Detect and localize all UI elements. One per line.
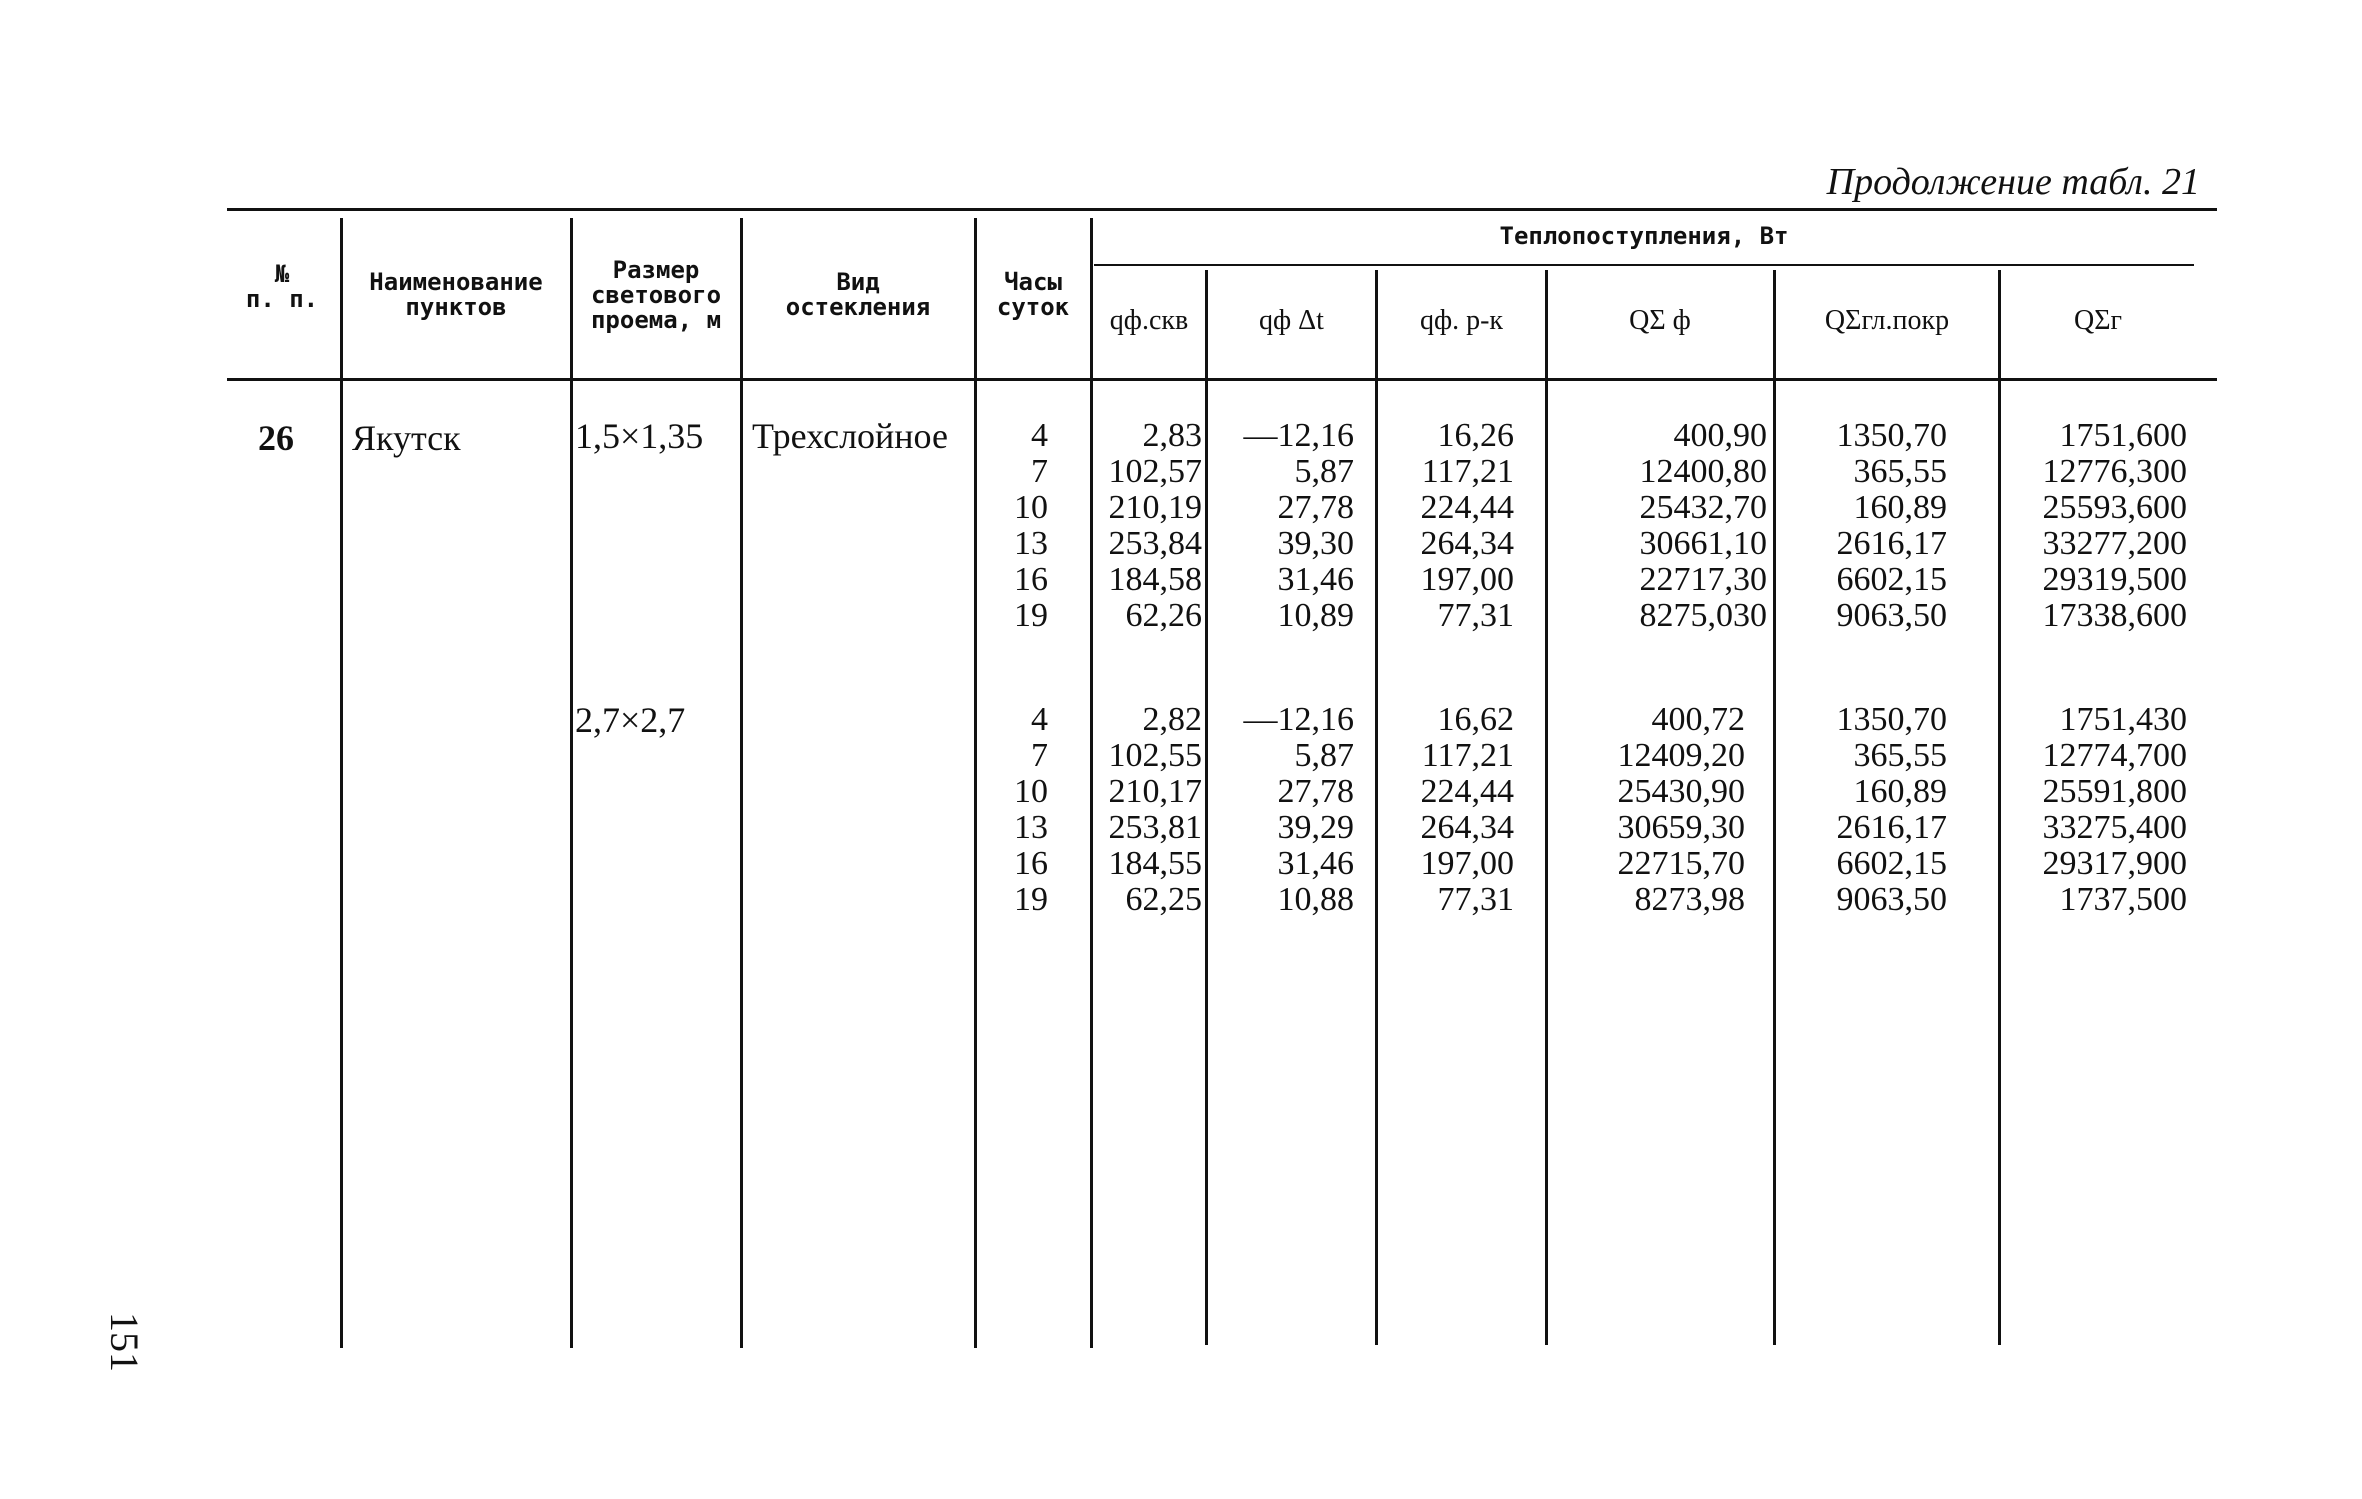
- table-cell: 25432,70: [1639, 489, 1767, 526]
- Q-sum-g-column: [2002, 702, 2187, 918]
- table-cell: 264,34: [1420, 809, 1514, 846]
- opening-size: 1,5×1,35: [575, 416, 704, 456]
- table-cell: 1737,500: [2059, 881, 2187, 918]
- header-number: [227, 262, 337, 312]
- table-cell: 31,46: [1277, 561, 1354, 598]
- col-divider: [1998, 270, 2001, 1345]
- header-name: [344, 270, 568, 320]
- table-cell: 19: [1014, 881, 1048, 918]
- table-cell: 1350,70: [1836, 701, 1947, 738]
- table-cell: 10: [1014, 489, 1048, 526]
- table-cell: 31,46: [1277, 845, 1354, 882]
- table-cell: 12774,700: [2042, 737, 2187, 774]
- table-cell: 184,55: [1108, 845, 1202, 882]
- table-cell: 2616,17: [1836, 809, 1947, 846]
- q-skv-column: [1094, 702, 1202, 918]
- table-cell: 365,55: [1853, 737, 1947, 774]
- glazing-type: Трехслойное: [752, 416, 948, 456]
- table-cell: 253,81: [1108, 809, 1202, 846]
- table-cell: 10,88: [1277, 881, 1354, 918]
- table-cell: 8275,030: [1639, 597, 1767, 634]
- table-cell: 2,82: [1142, 701, 1202, 738]
- col-divider: [1545, 270, 1548, 1345]
- table-cell: 12400,80: [1639, 453, 1767, 490]
- col-divider: [340, 218, 343, 1348]
- table-cell: 16,62: [1437, 701, 1514, 738]
- table-cell: 1751,600: [2059, 417, 2187, 454]
- table-cell: 77,31: [1437, 597, 1514, 634]
- header-text: светового: [590, 281, 722, 309]
- table-cell: —12,16: [1243, 417, 1354, 454]
- header-q-dt: qф Δt: [1259, 305, 1324, 336]
- table-cell: 29317,900: [2042, 845, 2187, 882]
- col-divider: [1090, 218, 1093, 1348]
- table-cell: 25593,600: [2042, 489, 2187, 526]
- table-cell: 102,55: [1108, 737, 1202, 774]
- header-q-skv: qф.скв: [1109, 305, 1189, 336]
- table-cell: 160,89: [1853, 773, 1947, 810]
- table-cell: 2616,17: [1836, 525, 1947, 562]
- table-cell: 2,83: [1142, 417, 1202, 454]
- opening-size: 2,7×2,7: [575, 700, 686, 740]
- table-cell: 30659,30: [1617, 809, 1745, 846]
- header-text: Вид: [836, 268, 880, 296]
- header-text: пунктов: [405, 293, 507, 321]
- table-top-rule: [227, 208, 2217, 211]
- table-cell: 39,29: [1277, 809, 1354, 846]
- row-number: 26: [258, 418, 294, 458]
- header-text: суток: [996, 293, 1070, 321]
- table-cell: 197,00: [1420, 561, 1514, 598]
- Q-sum-g-column: [2002, 418, 2187, 634]
- table-cell: 30661,10: [1639, 525, 1767, 562]
- header-text: п. п.: [245, 285, 319, 313]
- table-cell: 22717,30: [1639, 561, 1767, 598]
- table-cell: 7: [1031, 737, 1048, 774]
- table-cell: 264,34: [1420, 525, 1514, 562]
- Q-sum-f-column: [1549, 418, 1767, 634]
- col-divider: [1773, 270, 1776, 1345]
- header-text: Часы: [1004, 268, 1062, 296]
- header-heat-group: Теплопоступления, Вт: [1499, 222, 1789, 250]
- table-cell: 224,44: [1420, 489, 1514, 526]
- table-cell: 117,21: [1421, 737, 1514, 774]
- table-cell: 160,89: [1853, 489, 1947, 526]
- hours-column: [978, 702, 1048, 918]
- table-cell: 9063,50: [1836, 881, 1947, 918]
- col-divider: [1205, 270, 1208, 1345]
- table-cell: —12,16: [1243, 701, 1354, 738]
- city-name: Якутск: [352, 418, 461, 458]
- table-cell: 27,78: [1277, 489, 1354, 526]
- table-cell: 12776,300: [2042, 453, 2187, 490]
- table-cell: 197,00: [1420, 845, 1514, 882]
- Q-sum-pokr-column: [1777, 418, 1947, 634]
- Q-sum-pokr-column: [1777, 702, 1947, 918]
- col-divider: [1375, 270, 1378, 1345]
- q-dt-column: [1209, 418, 1354, 634]
- table-cell: 77,31: [1437, 881, 1514, 918]
- table-cell: 7: [1031, 453, 1048, 490]
- q-rk-column: [1379, 418, 1514, 634]
- table-cell: 9063,50: [1836, 597, 1947, 634]
- table-cell: 400,90: [1673, 417, 1767, 454]
- table-cell: 12409,20: [1617, 737, 1745, 774]
- table-cell: 5,87: [1294, 737, 1354, 774]
- header-Q-sum-g: QΣг: [2073, 305, 2122, 336]
- table-cell: 224,44: [1420, 773, 1514, 810]
- header-hours: [978, 270, 1088, 320]
- table-cell: 1751,430: [2059, 701, 2187, 738]
- table-cell: 13: [1014, 809, 1048, 846]
- table-cell: 10: [1014, 773, 1048, 810]
- table-cell: 25430,90: [1617, 773, 1745, 810]
- hours-column: [978, 418, 1048, 634]
- header-text: проема, м: [590, 306, 722, 334]
- table-cell: 17338,600: [2042, 597, 2187, 634]
- col-divider: [570, 218, 573, 1348]
- heat-group-rule: [1094, 264, 2194, 266]
- header-Q-sum-pokr: QΣгл.покр: [1824, 305, 1950, 336]
- table-cell: 33277,200: [2042, 525, 2187, 562]
- table-cell: 29319,500: [2042, 561, 2187, 598]
- table-cell: 8273,98: [1634, 881, 1745, 918]
- table-cell: 62,26: [1125, 597, 1202, 634]
- table-cell: 210,17: [1108, 773, 1202, 810]
- table-cell: 27,78: [1277, 773, 1354, 810]
- table-cell: 4: [1031, 417, 1048, 454]
- header-glazing: [744, 270, 972, 320]
- q-dt-column: [1209, 702, 1354, 918]
- table-cell: 4: [1031, 701, 1048, 738]
- header-text: Размер: [612, 256, 700, 284]
- header-text: Наименование: [369, 268, 543, 296]
- table-caption: Продолжение табл. 21: [1826, 161, 2200, 203]
- table-cell: 184,58: [1108, 561, 1202, 598]
- table-cell: 253,84: [1108, 525, 1202, 562]
- col-divider: [740, 218, 743, 1348]
- table-cell: 102,57: [1108, 453, 1202, 490]
- table-cell: 62,25: [1125, 881, 1202, 918]
- table-cell: 6602,15: [1836, 561, 1947, 598]
- table-cell: 1350,70: [1836, 417, 1947, 454]
- header-text: №: [274, 260, 290, 288]
- header-q-rk: qф. р-к: [1419, 305, 1504, 336]
- table-cell: 22715,70: [1617, 845, 1745, 882]
- table-cell: 19: [1014, 597, 1048, 634]
- table-cell: 16,26: [1437, 417, 1514, 454]
- table-cell: 16: [1014, 845, 1048, 882]
- header-size: [574, 258, 738, 333]
- table-cell: 39,30: [1277, 525, 1354, 562]
- table-cell: 33275,400: [2042, 809, 2187, 846]
- table-cell: 6602,15: [1836, 845, 1947, 882]
- table-cell: 400,72: [1651, 701, 1745, 738]
- page-number: 151: [102, 1312, 147, 1372]
- table-cell: 10,89: [1277, 597, 1354, 634]
- table-cell: 16: [1014, 561, 1048, 598]
- table-cell: 117,21: [1421, 453, 1514, 490]
- table-cell: 13: [1014, 525, 1048, 562]
- header-Q-sum-f: QΣ ф: [1629, 305, 1691, 336]
- table-cell: 5,87: [1294, 453, 1354, 490]
- header-text: остекления: [785, 293, 931, 321]
- header-bottom-rule: [227, 378, 2217, 381]
- Q-sum-f-column: [1549, 702, 1745, 918]
- table-cell: 25591,800: [2042, 773, 2187, 810]
- q-skv-column: [1094, 418, 1202, 634]
- col-divider: [974, 218, 977, 1348]
- q-rk-column: [1379, 702, 1514, 918]
- table-cell: 365,55: [1853, 453, 1947, 490]
- table-cell: 210,19: [1108, 489, 1202, 526]
